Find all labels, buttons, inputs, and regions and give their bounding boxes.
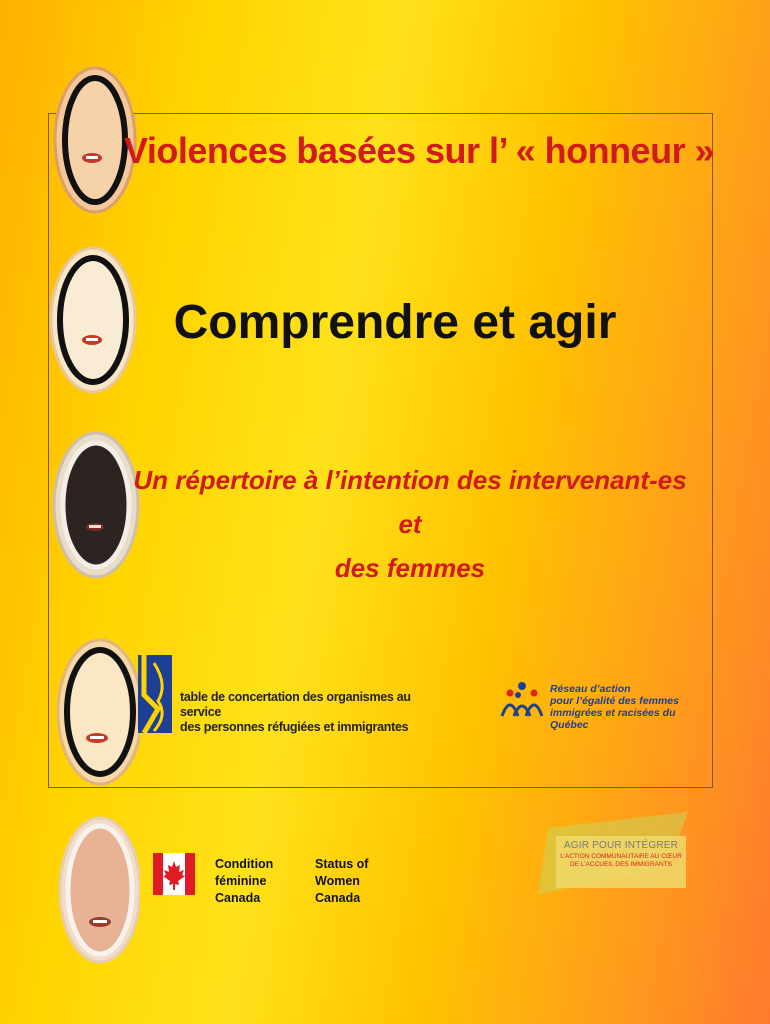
reseau-line-3: immigrées et racisées du Québec (550, 707, 676, 731)
agir-tagline-1: L’ACTION COMMUNAUTAIRE AU CŒUR (560, 853, 682, 860)
agir-tagline-2: DE L’ACCUEIL DES IMMIGRANTS (570, 861, 672, 868)
reseau-line-1: Réseau d’action (550, 683, 631, 695)
reseau-people-icon (498, 680, 546, 722)
subtitle-line-1: Un répertoire à l’intention des intervenant-es (133, 465, 687, 495)
document-subtitle (110, 458, 710, 590)
status-of-women-logo-text (215, 856, 415, 907)
tcri-logo-icon (138, 655, 174, 735)
cfc-fr-line-1: Condition féminine (215, 857, 274, 888)
tcri-line-2: des personnes réfugiées et immigrantes (180, 720, 409, 734)
tcri-logo-text (180, 690, 420, 735)
agir-logo-tagline (556, 853, 686, 869)
tcri-line-1: table de concertation des organismes au service (180, 690, 411, 719)
face-illustration-1 (55, 68, 135, 212)
subtitle-line-3: des femmes (334, 553, 486, 583)
cfc-en-line-2: Canada (315, 891, 361, 905)
agir-logo-title: AGIR POUR INTÉGRER (563, 840, 679, 851)
subtitle-line-2: et (398, 509, 422, 539)
cfc-en-line-1: Status of Women (315, 857, 369, 888)
face-illustration-5 (60, 818, 140, 962)
document-heading: Comprendre et agir (173, 296, 617, 349)
document-title: Violences basées sur l’ « honneur » (124, 130, 715, 171)
cfc-fr-line-2: Canada (215, 891, 261, 905)
canada-flag-icon (153, 853, 195, 895)
face-illustration-4 (58, 640, 140, 784)
reseau-logo-text (550, 683, 690, 731)
reseau-line-2: pour l’égalité des femmes (550, 695, 679, 707)
